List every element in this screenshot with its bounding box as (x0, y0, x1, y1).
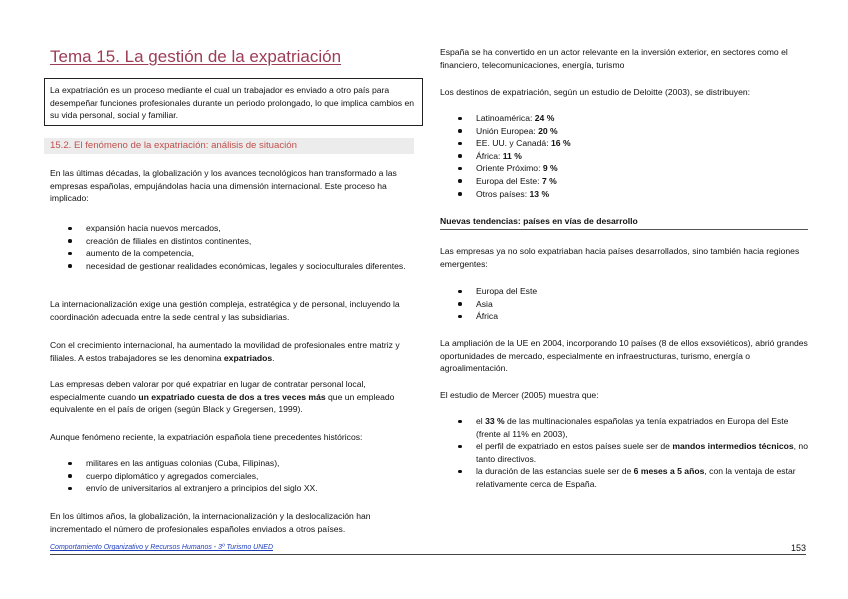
intro-definition-box: La expatriación es un proceso mediante el cual un trabajador es enviado a otro país para desempeñar funciones profesionales durante un periodo prolongado, lo que implica cambios en su vida personal, social y familiar. (44, 78, 423, 126)
left-paragraph-2: La internacionalización exige una gestión compleja, estratégica y de personal, incluyendo la coordinación adecuada entre la sede central y las subsidiarias. (50, 299, 400, 322)
page-title: Tema 15. La gestión de la expatriación (50, 47, 342, 66)
section-heading: 15.2. El fenómeno de la expatriación: análisis de situación (44, 138, 414, 154)
list-item: Latinoamérica: 24 % (440, 112, 808, 125)
mercer-list (440, 415, 808, 491)
cost-highlight: un expatriado cuesta de dos a tres veces más (138, 391, 326, 402)
right-paragraph-5: El estudio de Mercer (2005) muestra que: (440, 390, 599, 400)
list-item: Unión Europea: 20 % (440, 125, 808, 138)
page-number: 153 (790, 543, 806, 553)
list-item: aumento de la competencia, (50, 247, 414, 260)
list-item: África (440, 310, 808, 323)
right-paragraph-4: La ampliación de la UE en 2004, incorporando 10 países (8 de ellos exsoviéticos), abrió grandes oportunidades de mercado, especialmente en infraestructuras, turismo, energía o agroalimentación. (440, 338, 808, 374)
regions-list (440, 285, 808, 323)
list-item: EE. UU. y Canadá: 16 % (440, 137, 808, 150)
left-paragraph-4: Las empresas deben valorar por qué expatriar en lugar de contratar personal local, especialmente cuando un expatriado cuesta de dos a tres veces más que un empleado equivalente en el país de origen (según Black y Gregersen, 1999). (50, 379, 395, 415)
page-footer (50, 542, 806, 555)
right-paragraph-1: España se ha convertido en un actor relevante en la inversión exterior, en sectores como el financiero, telecomunicaciones, energía, turismo (440, 47, 788, 70)
list-item: necesidad de gestionar realidades económicas, legales y socioculturales diferentes. (50, 260, 414, 273)
list-item: cuerpo diplomático y agregados comerciales, (50, 470, 414, 483)
list-item: la duración de las estancias suele ser de 6 meses a 5 años, con la ventaja de estar relativamente cerca de España. (440, 465, 808, 490)
list-item: expansión hacia nuevos mercados, (50, 222, 414, 235)
expatriados-term: expatriados (223, 352, 273, 363)
list-item: Europa del Este (440, 285, 808, 298)
history-list (50, 457, 414, 495)
subheading-new-trends: Nuevas tendencias: países en vías de desarrollo (440, 214, 808, 230)
left-paragraph-5: Aunque fenómeno reciente, la expatriación española tiene precedentes históricos: (50, 432, 363, 442)
process-list (50, 222, 414, 272)
footer-course-link[interactable]: Comportamiento Organizativo y Recursos Humanos - 3º Turismo UNED (50, 544, 273, 551)
list-item: el 33 % de las multinacionales españolas ya tenía expatriados en Europa del Este (frente al 11% en 2003), (440, 415, 808, 440)
list-item: militares en las antiguas colonias (Cuba, Filipinas), (50, 457, 414, 470)
list-item: creación de filiales en distintos continentes, (50, 235, 414, 248)
list-item: Asia (440, 298, 808, 311)
list-item: Oriente Próximo: 9 % (440, 162, 808, 175)
list-item: Europa del Este: 7 % (440, 175, 808, 188)
list-item: Otros países: 13 % (440, 188, 808, 201)
left-paragraph-1: En las últimas décadas, la globalización y los avances tecnológicos han transformado a las empresas españolas, empujándolas hacia una dimensión internacional. Este proceso ha implicado: (50, 168, 397, 204)
right-paragraph-2: Los destinos de expatriación, según un estudio de Deloitte (2003), se distribuyen: (440, 87, 751, 97)
left-paragraph-3: Con el crecimiento internacional, ha aumentado la movilidad de profesionales entre matriz y filiales. A estos trabajadores se les denomina expatriados. (50, 340, 400, 363)
list-item: el perfil de expatriado en estos países suele ser de mandos intermedios técnicos, no tanto directivos. (440, 440, 808, 465)
right-paragraph-3: Las empresas ya no solo expatriaban hacia países desarrollados, sino también hacia regiones emergentes: (440, 246, 800, 269)
left-paragraph-6: En los últimos años, la globalización, la internacionalización y la deslocalización han incrementado el número de profesionales españoles enviados a otros países. (50, 511, 371, 534)
destinations-list (440, 112, 808, 200)
list-item: envío de universitarios al extranjero a principios del siglo XX. (50, 482, 414, 495)
list-item: África: 11 % (440, 150, 808, 163)
